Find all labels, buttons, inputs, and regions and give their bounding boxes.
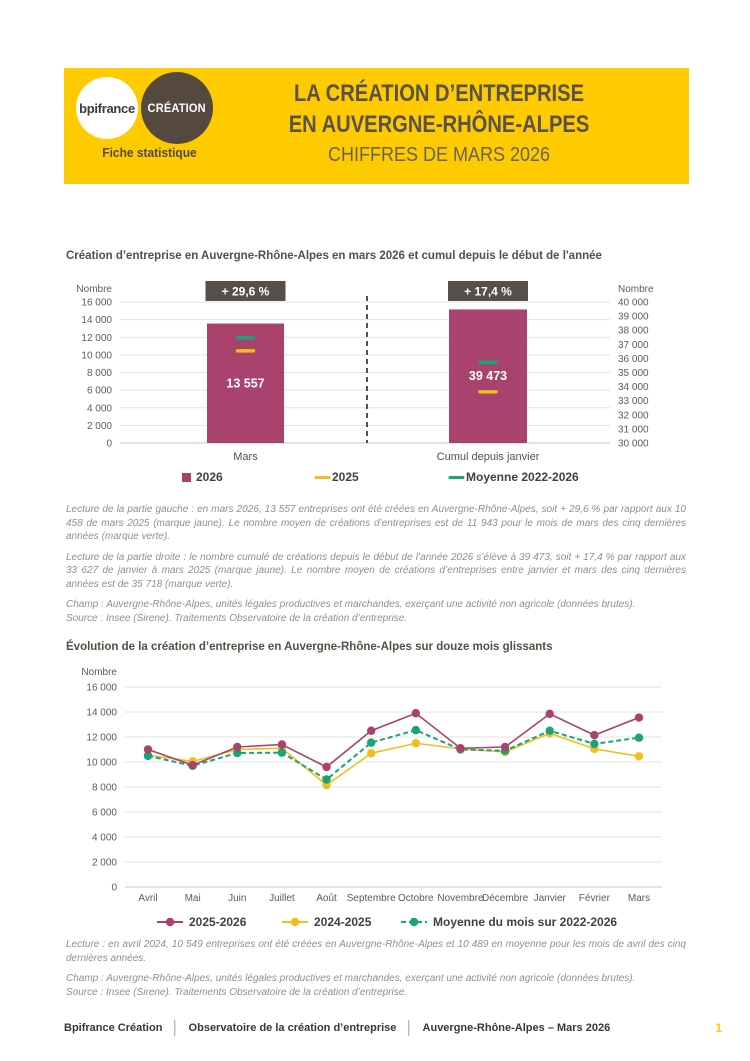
y-tick-label: 16 000: [86, 682, 117, 694]
note-source: Source : Insee (Sirene). Traitements Observatoire de la création d’entreprise.: [66, 612, 408, 624]
y-tick-label-right: 32 000: [618, 410, 649, 422]
y-tick-label-right: 33 000: [618, 396, 649, 408]
badge-label: + 17,4 %: [464, 284, 512, 299]
line-chart-title: Évolution de la création d’entreprise en Auvergne-Rhône-Alpes sur douze mois glissants: [66, 641, 553, 653]
data-point-octobre: [412, 709, 420, 717]
x-tick-label: Novembre: [437, 893, 484, 904]
y-tick-label-right: 31 000: [618, 424, 649, 436]
y-tick-label-left: 2 000: [86, 420, 112, 432]
data-point-février: [590, 740, 598, 748]
data-point-janvier: [546, 710, 554, 718]
legend-label: Moyenne 2022-2026: [466, 470, 579, 484]
y-tick-label-right: 38 000: [618, 325, 649, 337]
data-point-mars: [635, 752, 643, 760]
series-line-2025-2026: [148, 713, 639, 767]
note-lecture: Lecture : en avril 2024, 10 549 entreprises ont été créées en Auvergne-Rhône-Alpes et 10 489 en moyenne pour les mois de avril des cinq dernières années.: [66, 939, 686, 964]
page-footer: [64, 1020, 722, 1035]
footer-separator: │: [171, 1020, 180, 1035]
x-tick-label: Mars: [627, 893, 651, 904]
footer-region-date: Auvergne-Rhône-Alpes – Mars 2026: [422, 1021, 611, 1034]
footer-brand: Bpifrance Création: [64, 1021, 163, 1034]
data-point-septembre: [367, 738, 375, 746]
y-tick-label-left: 16 000: [81, 297, 112, 309]
line-chart-notes: [66, 938, 686, 999]
note-lecture-gauche: Lecture de la partie gauche : en mars 2026, 13 557 entreprises ont été créées en Auvergne-Rhône-Alpes, soit + 29,6 % par rapport aux 10 458 de mars 2025 (marque jaune). Le nombre moyen de créations d’entreprises est de 11 943 pour le mois de mars des cinq dernières années (marque verte).: [66, 504, 686, 542]
data-point-novembre: [456, 744, 464, 752]
note-champ: Champ : Auvergne-Rhône-Alpes, unités légales productives et marchandes, exerçant une activité non agricole (données brutes).: [66, 599, 636, 610]
y-tick-label: 6 000: [91, 807, 117, 819]
x-tick-label: Mai: [184, 893, 201, 904]
note-lecture-droite: Lecture de la partie droite : le nombre cumulé de créations depuis le début de l’année 2026 s’élève à 39 473, soit + 17,4 % par rapport aux 33 627 de janvier à mars 2025 (marque jaune). Le nombre moyen de créations d’entreprises entre janvier et mars des cinq dernières années est de 35 718 (marque verte).: [66, 551, 686, 590]
y-tick-label-left: 14 000: [81, 315, 112, 327]
y-tick-label: 2 000: [91, 857, 117, 869]
y-axis-title-right: Nombre: [618, 284, 654, 295]
x-tick-label: Janvier: [533, 893, 566, 904]
legend-marker-square: [182, 473, 191, 482]
data-point-janvier: [546, 727, 554, 735]
y-tick-label: 10 000: [86, 757, 117, 769]
data-point-octobre: [412, 726, 420, 734]
bar-value-label: 39 473: [468, 369, 508, 384]
data-point-juillet: [278, 740, 286, 748]
data-point-mai: [188, 761, 196, 769]
legend-label: 2025: [332, 470, 359, 484]
bar-chart-svg: [62, 276, 690, 500]
y-tick-label-right: 30 000: [618, 438, 649, 450]
legend-marker-dot: [166, 918, 174, 926]
data-point-juin: [233, 743, 241, 751]
x-tick-label: Juillet: [269, 893, 295, 904]
x-tick-label: Avril: [138, 893, 158, 904]
data-point-avril: [144, 745, 152, 753]
data-point-février: [590, 731, 598, 739]
y-tick-label-left: 12 000: [81, 332, 112, 344]
data-point-mars: [635, 734, 643, 742]
bar-value-label: 13 557: [226, 376, 265, 391]
report-title-line1: LA CRÉATION D’ENTREPRISE: [293, 80, 585, 107]
bar-chart-title: Création d’entreprise en Auvergne-Rhône-Alpes en mars 2026 et cumul depuis le début de l'année: [66, 250, 602, 262]
note-source-2: Source : Insee (Sirene). Traitements Observatoire de la création d’entreprise.: [66, 986, 408, 998]
line-chart-svg: [62, 660, 690, 935]
x-tick-label: Octobre: [398, 893, 434, 904]
y-tick-label-left: 10 000: [81, 350, 112, 362]
legend-label: Moyenne du mois sur 2022-2026: [433, 915, 618, 929]
y-tick-label: 4 000: [91, 832, 117, 844]
x-axis-label: Mars: [233, 451, 258, 463]
fiche-statistique-label: Fiche statistique: [102, 145, 197, 160]
report-title-line2: EN AUVERGNE-RHÔNE-ALPES: [288, 111, 590, 138]
y-tick-label: 8 000: [91, 782, 117, 794]
creation-logo-text: CRÉATION: [147, 101, 207, 115]
data-point-juillet: [278, 748, 286, 756]
note-champ-2: Champ : Auvergne-Rhône-Alpes, unités légales productives et marchandes, exerçant une activité non agricole (données brutes).: [66, 973, 636, 984]
bpifrance-logo: [76, 77, 138, 139]
data-point-mars: [635, 713, 643, 721]
y-tick-label-left: 0: [106, 438, 112, 450]
y-tick-label-left: 6 000: [86, 385, 112, 397]
page-number: 1: [715, 1020, 722, 1035]
series-line-2024-2025: [148, 733, 639, 785]
x-tick-label: Février: [578, 893, 610, 904]
legend-label: 2026: [196, 470, 223, 484]
footer-separator: │: [405, 1020, 414, 1035]
y-tick-label-right: 35 000: [618, 368, 649, 379]
bpifrance-logo-text: bpifrance: [79, 100, 135, 116]
bar-chart-notes: [66, 503, 686, 625]
data-point-septembre: [367, 727, 375, 735]
data-point-août: [322, 763, 330, 771]
legend-marker-dot: [291, 918, 299, 926]
data-point-décembre: [501, 743, 509, 751]
legend-marker-dot: [410, 918, 418, 926]
data-point-août: [322, 775, 330, 783]
x-tick-label: Décembre: [482, 893, 529, 904]
creation-logo: [141, 72, 213, 144]
header-band: [64, 68, 689, 184]
y-tick-label: 12 000: [86, 732, 117, 744]
y-tick-label-right: 37 000: [618, 339, 649, 351]
y-tick-label-right: 40 000: [618, 297, 649, 309]
x-tick-label: Juin: [228, 893, 247, 904]
y-axis-title: Nombre: [81, 667, 117, 678]
report-subtitle: CHIFFRES DE MARS 2026: [327, 144, 551, 166]
badge-label: + 29,6 %: [221, 284, 270, 299]
x-axis-label: Cumul depuis janvier: [436, 451, 540, 463]
y-tick-label: 0: [111, 882, 117, 894]
y-tick-label-right: 36 000: [618, 353, 649, 365]
x-tick-label: Septembre: [346, 893, 396, 904]
footer-observatoire: Observatoire de la création d’entreprise: [188, 1021, 397, 1034]
legend-label: 2025-2026: [189, 915, 247, 929]
x-tick-label: Août: [316, 893, 337, 904]
y-tick-label-right: 39 000: [618, 311, 649, 323]
report-title-block: [214, 78, 664, 170]
y-tick-label-right: 34 000: [618, 382, 649, 394]
y-tick-label-left: 8 000: [86, 368, 112, 379]
y-axis-title-left: Nombre: [76, 284, 112, 295]
y-tick-label: 14 000: [86, 707, 117, 719]
legend-label: 2024-2025: [314, 915, 372, 929]
data-point-septembre: [367, 749, 375, 757]
y-tick-label-left: 4 000: [86, 403, 112, 415]
data-point-octobre: [412, 739, 420, 747]
series-line-moyenne-du-mois-sur-2022-2026: [148, 730, 639, 779]
